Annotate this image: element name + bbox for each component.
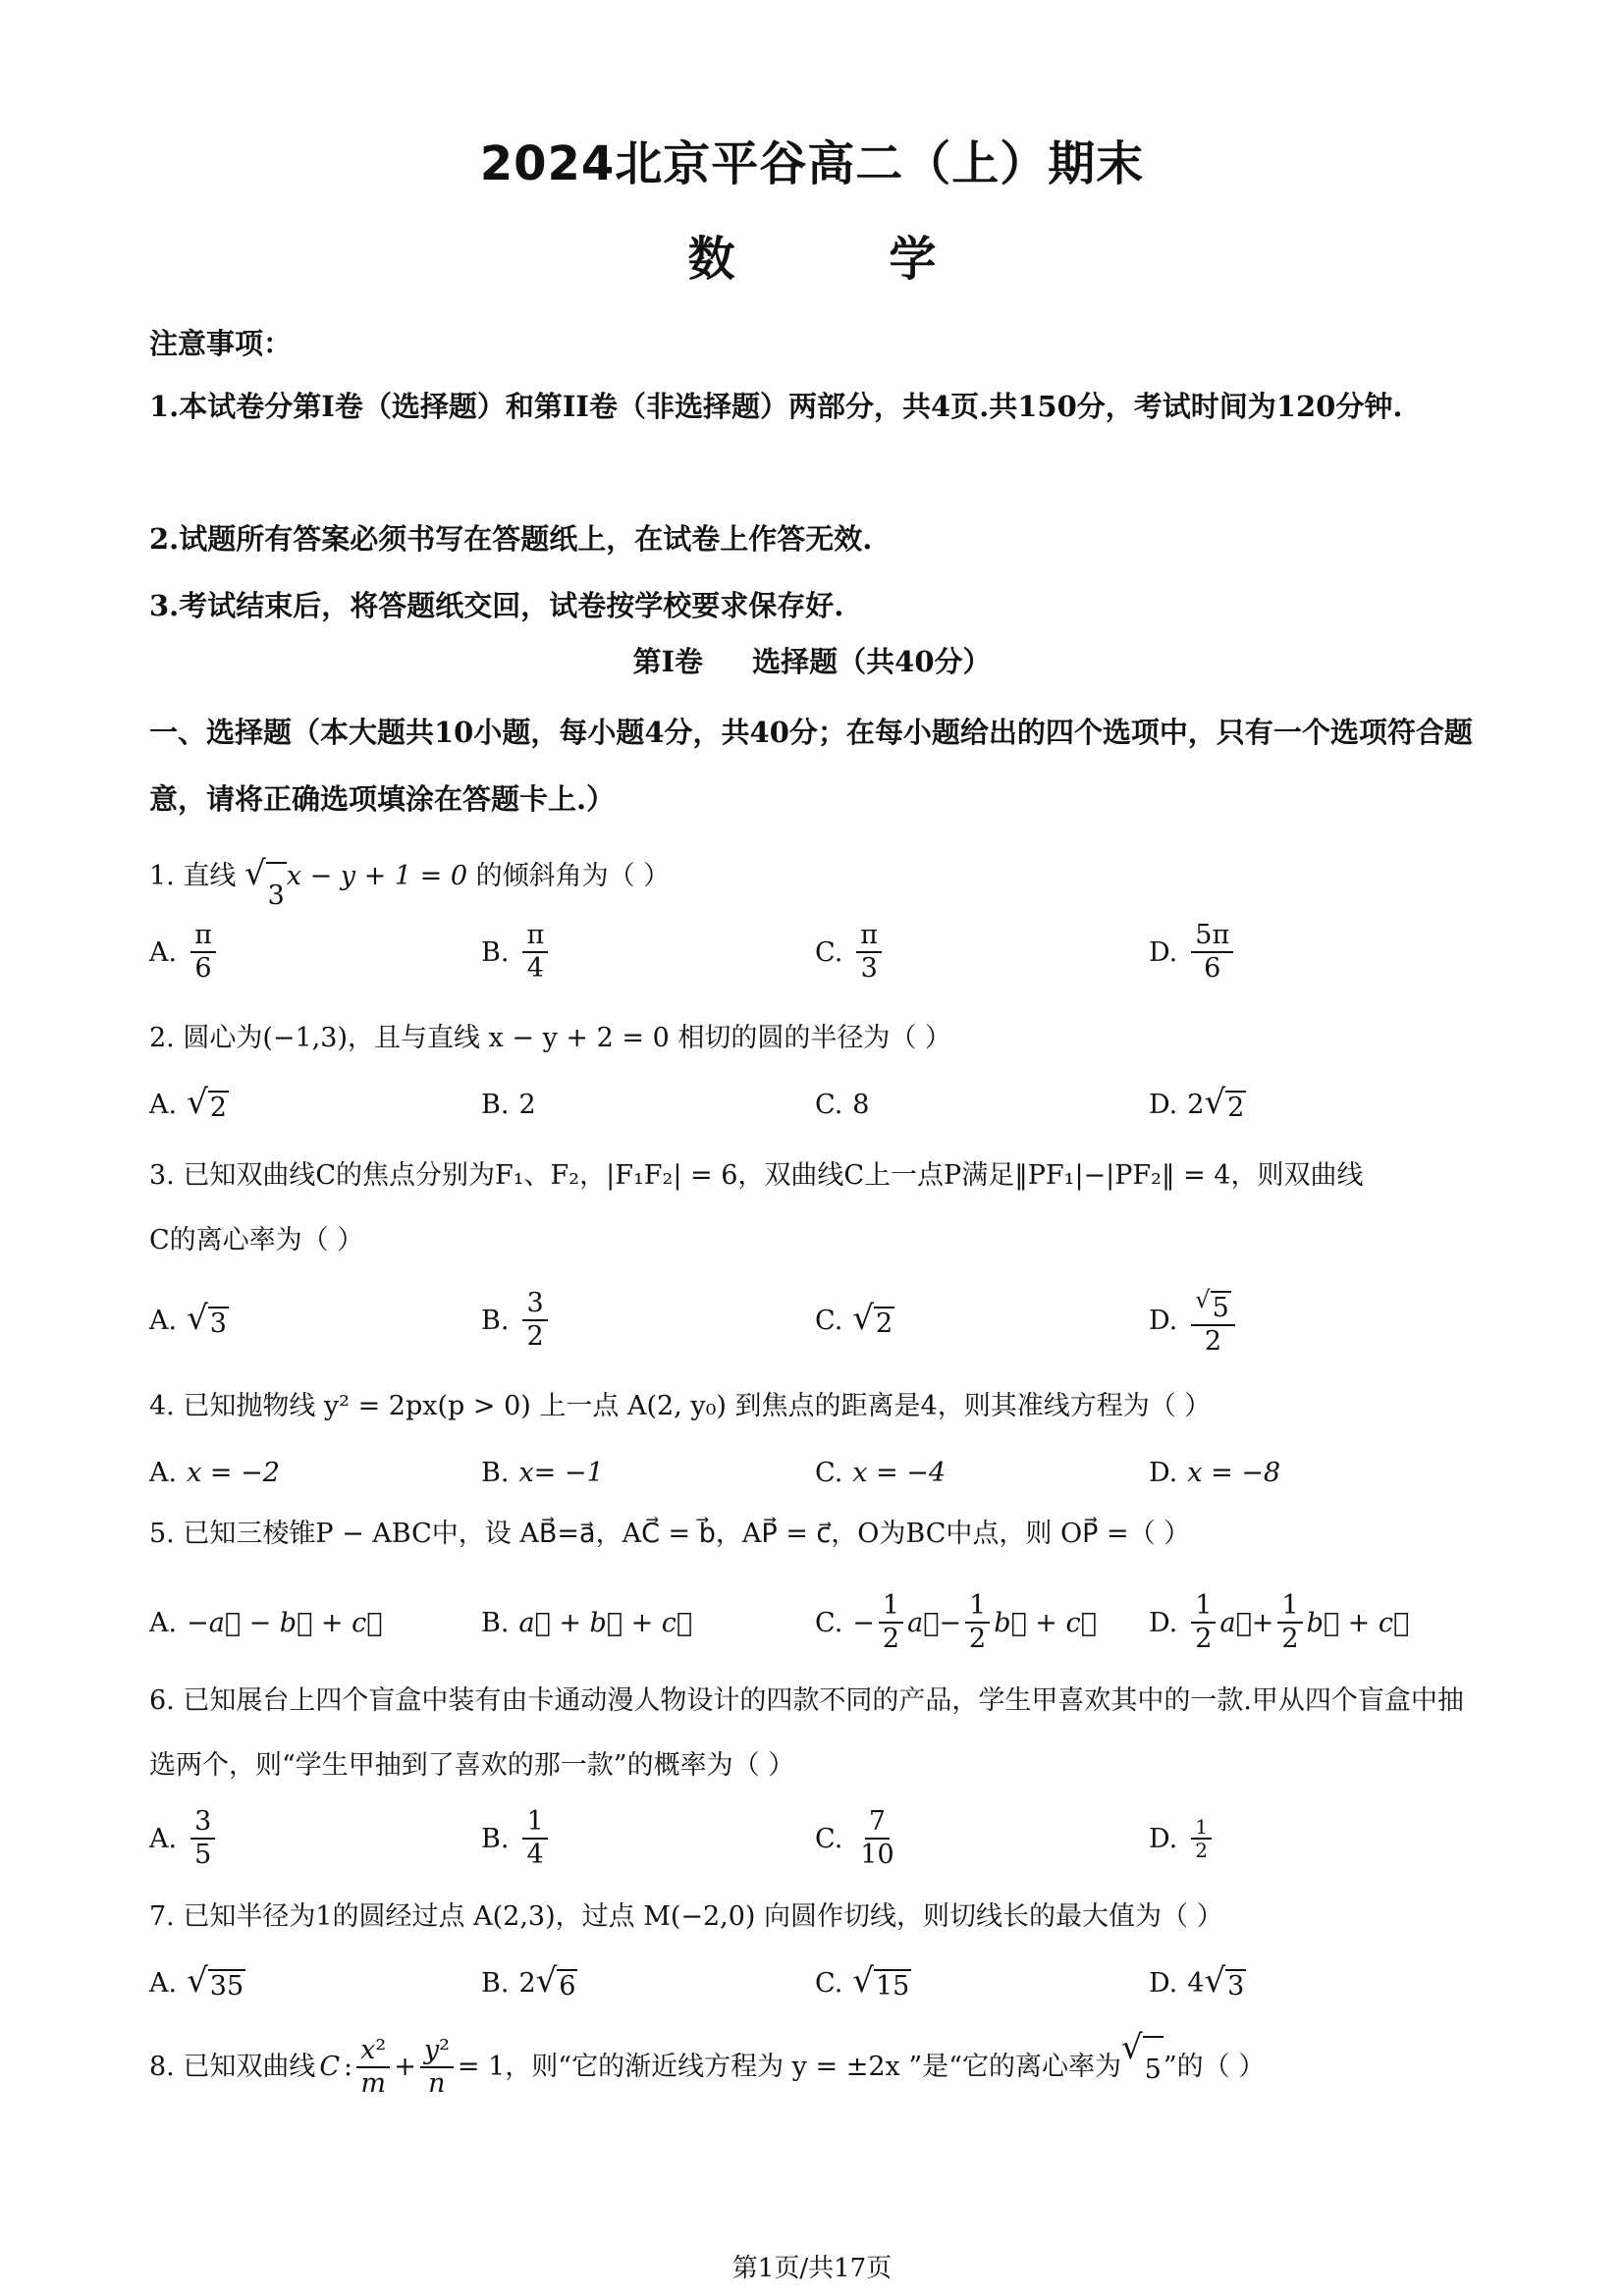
- question-8-stem-b: ，则“它的渐近线方程为 y = ±2x ”是“它的离心率为: [505, 2052, 1121, 2082]
- part-heading: 一、选择题（本大题共10小题，每小题4分，共40分；在每小题给出的四个选项中，只有一个选项符合题意，请将正确选项填涂在答题卡上.）: [149, 716, 1473, 816]
- q1-option-b: B. $\frac{\pi}{4}$: [481, 918, 552, 987]
- question-8-stem-a: 8. 已知双曲线: [149, 2052, 316, 2082]
- q6-option-b: B. $\frac{1}{4}$: [481, 1804, 552, 1873]
- question-3: [149, 1144, 1485, 1273]
- question-3-stem-a: 3. 已知双曲线C的焦点分别为F₁、F₂，|F₁F₂| = 6，双曲线C上一点P满足‖PF₁|−|PF₂‖ = 4，则双曲线: [149, 1160, 1364, 1191]
- q3-option-d: D. √ 5 2: [1149, 1286, 1239, 1355]
- notice-item-1: 1.本试卷分第I卷（选择题）和第II卷（非选择题）两部分，共4页.共150分，考试时间为120分钟.: [149, 390, 1403, 423]
- q7-option-a: A. √ 35: [149, 1960, 244, 2002]
- question-7: 7. 已知半径为1的圆经过点 A(2,3)，过点 M(−2,0) 向圆作切线，则切线长的最大值为（ ）: [149, 1901, 1223, 1932]
- q1-option-a: A. $\frac{\pi}{6}$: [149, 918, 220, 987]
- section-heading: 第I卷 选择题（共40分）: [632, 645, 992, 678]
- q3-option-c: C. √ 2: [815, 1298, 893, 1339]
- q6-option-c: C. $\frac{7}{10}$: [815, 1806, 894, 1870]
- notice-heading: 注意事项：: [149, 327, 293, 360]
- question-4: 4. 已知抛物线 y² = 2px(p > 0) 上一点 A(2, y₀) 到焦点的距离是4，则其准线方程为（ ）: [149, 1391, 1212, 1421]
- subject-title: 数 学: [687, 232, 1005, 287]
- question-1-stem-a: 1. 直线: [149, 861, 237, 891]
- q7-option-b: B. 2 √ 6: [481, 1960, 576, 2002]
- question-1: [149, 844, 1485, 929]
- q5-option-a: A. −a⃗ − b⃗ + c⃗: [149, 1607, 383, 1638]
- page-footer: 第1页/共17页: [731, 2254, 893, 2283]
- q6-option-a: A. $\frac{3}{5}$: [149, 1804, 219, 1873]
- question-6: 6. 已知展台上四个盲盒中装有由卡通动漫人物设计的四款不同的产品，学生甲喜欢其中的一款.甲从四个盲盒中抽选两个，则“学生甲抽到了喜欢的那一款”的概率为（ ）: [149, 1685, 1464, 1781]
- q6-option-d: D. $\frac{1}{2}$: [1149, 1804, 1216, 1873]
- question-5: 5. 已知三棱锥P − ABC中，设 AB⃗=a⃗，AC⃗ = b⃗，AP⃗ = c⃗，O为BC中点，则 OP⃗ =（ ）: [149, 1519, 1191, 1549]
- q4-option-b: B. x= −1: [481, 1457, 604, 1488]
- q3-option-a: A. √ 3: [149, 1298, 227, 1339]
- q5-option-c: C. − $\frac{1}{2}$ a⃗ − $\frac{1}{2}$ b⃗ + c⃗: [815, 1590, 1097, 1654]
- question-1-math: x − y + 1 = 0: [286, 861, 467, 891]
- q2-option-b: B. 2: [481, 1089, 536, 1120]
- q2-option-d: D. 2 √ 2: [1149, 1082, 1245, 1123]
- question-8: 8. 已知双曲线 C : $\frac{\text{x²}}{m}$ + $\frac{\text{y²}}{n}$ = 1 ，则“它的渐近线方程为 y = ±2x ”是“它的离心率为 √ 5 ”的（ ）: [149, 2032, 1485, 2103]
- q2-option-a: A. √ 2: [149, 1082, 227, 1123]
- q5-option-d: D. $\frac{1}{2}$ a⃗ + $\frac{1}{2}$ b⃗ + c⃗: [1149, 1590, 1410, 1654]
- sqrt-5: √ 5: [1121, 2032, 1164, 2103]
- question-2: 2. 圆心为(−1,3)，且与直线 x − y + 2 = 0 相切的圆的半径为（ ）: [149, 1023, 951, 1053]
- q4-option-c: C. x = −4: [815, 1457, 947, 1488]
- q7-option-c: C. √ 15: [815, 1960, 910, 2002]
- question-3-stem-b: C的离心率为（ ）: [149, 1225, 364, 1255]
- q1-option-d: D. $\frac{5\pi}{6}$: [1149, 918, 1237, 987]
- notice-item-2: 2.试题所有答案必须书写在答题纸上，在试卷上作答无效.: [149, 522, 873, 556]
- q5-option-b: B. a⃗ + b⃗ + c⃗: [481, 1607, 693, 1638]
- q2-option-c: C. 8: [815, 1089, 870, 1120]
- sqrt-3: √ 3: [244, 858, 287, 929]
- q7-option-d: D. 4 √ 3: [1149, 1960, 1245, 2002]
- q3-option-b: B. $\frac{3}{2}$: [481, 1286, 552, 1355]
- q1-option-c: C. $\frac{\pi}{3}$: [815, 918, 886, 987]
- question-8-stem-c: ”的（ ）: [1163, 2052, 1266, 2082]
- q4-option-a: A. x = −2: [149, 1457, 280, 1488]
- q4-option-d: D. x = −8: [1149, 1457, 1281, 1488]
- notice-item-3: 3.考试结束后，将答题纸交回，试卷按学校要求保存好.: [149, 589, 844, 622]
- page-title: 2024北京平谷高二（上）期末: [479, 136, 1145, 191]
- question-1-stem-b: 的倾斜角为（ ）: [475, 861, 671, 891]
